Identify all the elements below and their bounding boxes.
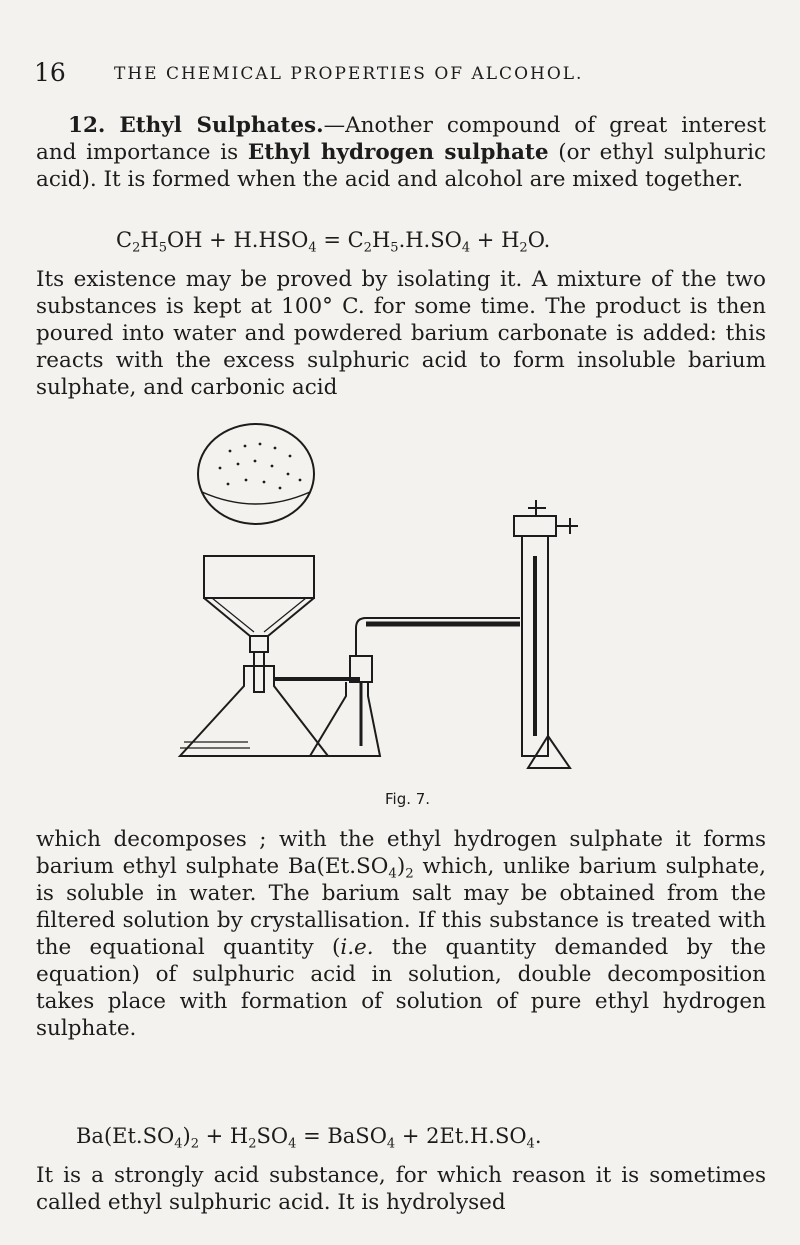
section-number: 12. — [68, 113, 106, 138]
filter-paper-icon — [198, 424, 314, 524]
funnel-holder — [204, 556, 314, 598]
paragraph-text: (or ethyl sulphuric acid). It is formed when the acid and alcohol are mixed together. — [36, 140, 766, 192]
section-12-paragraph — [36, 112, 766, 193]
filtration-apparatus-figure — [150, 396, 750, 776]
paragraph-4: It is a strongly acid substance, for which reason it is sometimes called ethyl sulphuric acid. It is hydrolysed — [36, 1163, 766, 1215]
equation-2: $Ba(Et.SO_4)_2 + H_2SO_4$ = BaSO$_4$ + $2Et.H.SO_4$. — [76, 1124, 542, 1152]
page-number: 16 — [34, 58, 66, 87]
paragraph-text: —Another compound of great interest and importance is — [36, 113, 766, 165]
paragraph-2: Its existence may be proved by isolating it. A mixture of the two substances is kept at 100° C. for some time. The product is then poured into water and powdered barium carbonate is added: this reacts with the excess sulphuric acid to form insoluble barium sulphate, and carbonic acid — [36, 267, 766, 400]
equation-1: $C_2H_5OH + H.HSO_4 = C_2H_5.H.SO_4 + H_2O$. — [116, 228, 551, 256]
running-title: THE CHEMICAL PROPERTIES OF ALCOHOL. — [114, 64, 584, 84]
section-heading: Ethyl Sulphates. — [119, 113, 324, 138]
bold-term: Ethyl hydrogen sulphate — [247, 140, 549, 165]
paragraph-3: which decomposes ; with the ethyl hydrogen sulphate it forms barium ethyl sulphate $Ba(Et.SO_4)_2$ which, unlike barium sulphate, is soluble in water. The barium salt may be obtained from the filtered solution by crystallisation. If this substance is treated with the equational quantity (i.e. the quantity demanded by the equation) of sulphuric acid in solution, double decomposition takes place with formation of solution of pure ethyl hydrogen sulphate. — [36, 827, 766, 1041]
page-header — [34, 58, 760, 90]
figure-caption: Fig. 7. — [385, 790, 431, 808]
